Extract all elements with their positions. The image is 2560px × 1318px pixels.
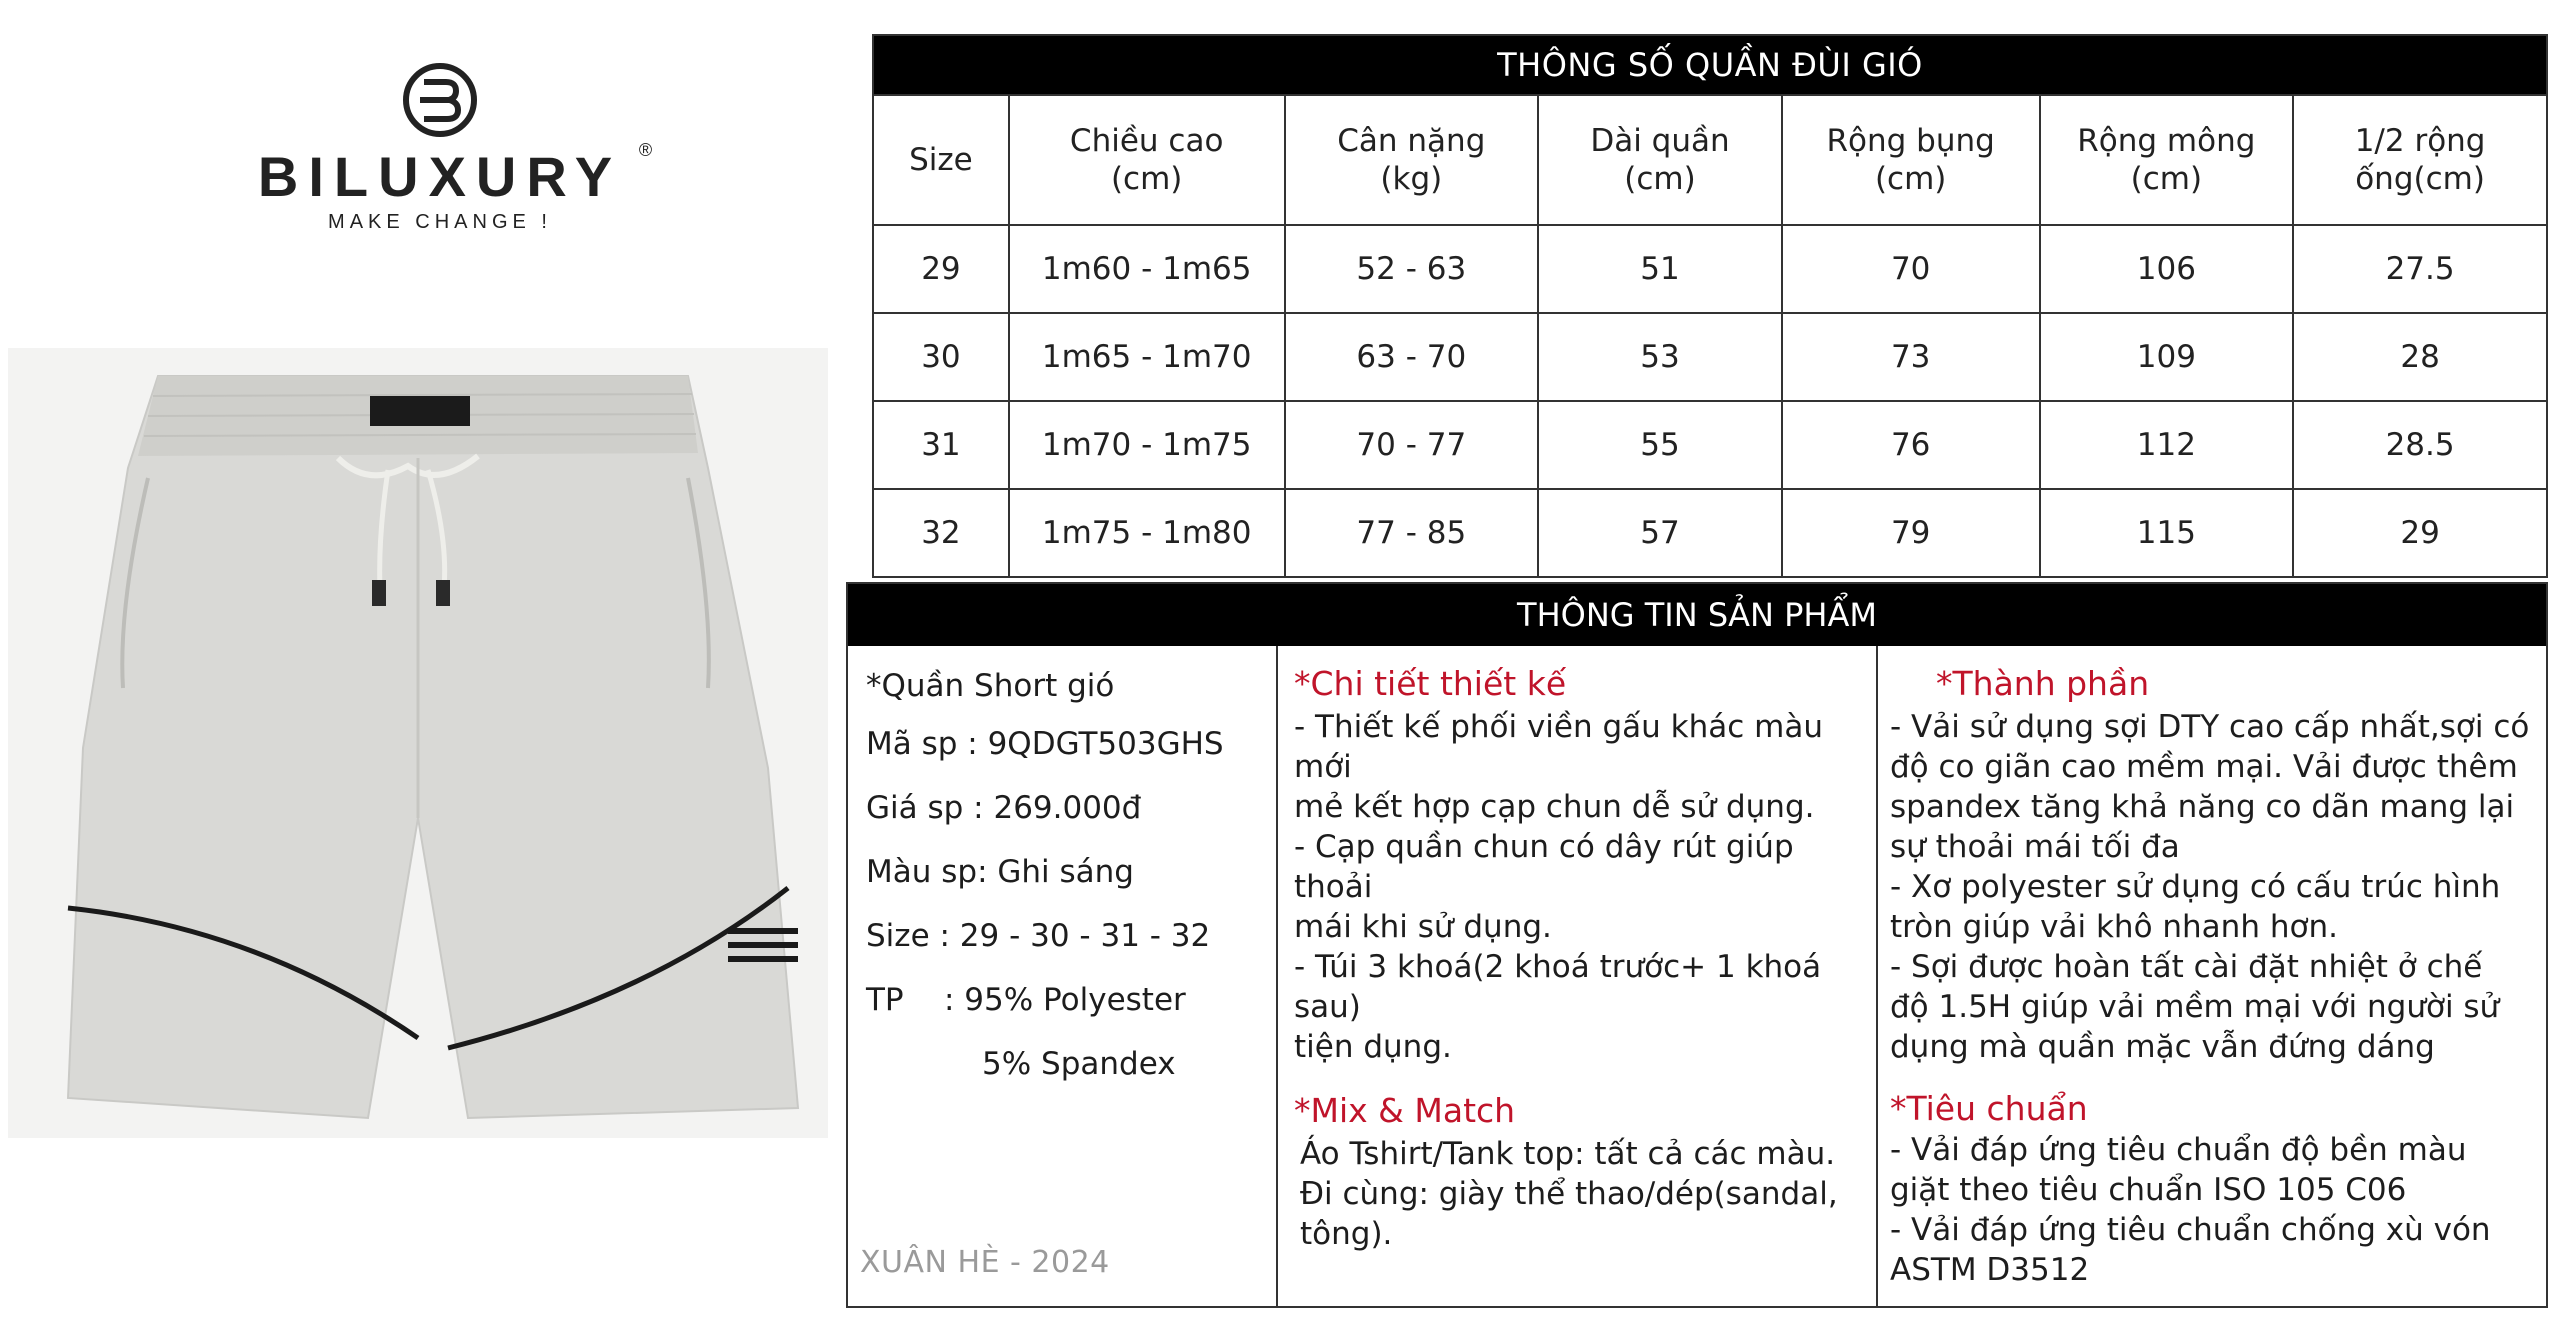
- cell-length: 57: [1538, 489, 1782, 577]
- product-price: Giá sp : 269.000đ: [866, 790, 1142, 826]
- composition-line: - Vải sử dụng sợi DTY cao cấp nhất,sợi có: [1890, 709, 2530, 745]
- cell-weight: 77 - 85: [1285, 489, 1539, 577]
- cell-leg-opening: 27.5: [2293, 225, 2547, 313]
- shorts-illustration: [8, 348, 828, 1138]
- cell-height: 1m70 - 1m75: [1009, 401, 1285, 489]
- table-row: [873, 313, 2547, 401]
- header-cell: 1/2 rộng ống(cm): [2293, 95, 2547, 225]
- cell-size: 30: [873, 313, 1009, 401]
- product-sizes: Size : 29 - 30 - 31 - 32: [866, 918, 1211, 954]
- season-label: XUÂN HÈ - 2024: [860, 1245, 1110, 1280]
- cell-length: 51: [1538, 225, 1782, 313]
- header-cell: Chiều cao (cm): [1009, 95, 1285, 225]
- cell-leg-opening: 28: [2293, 313, 2547, 401]
- cell-leg-opening: 29: [2293, 489, 2547, 577]
- design-line: - Túi 3 khoá(2 khoá trước+ 1 khoá sau): [1294, 949, 1822, 1025]
- cell-leg-opening: 28.5: [2293, 401, 2547, 489]
- material-polyester: : 95% Polyester: [944, 982, 1186, 1018]
- standard-line: - Vải đáp ứng tiêu chuẩn độ bền màu: [1890, 1132, 2467, 1168]
- material-spandex: 5% Spandex: [982, 1046, 1176, 1082]
- design-line: mẻ kết hợp cạp chun dễ sử dụng.: [1294, 789, 1815, 825]
- cell-hip: 112: [2040, 401, 2294, 489]
- standard-line: giặt theo tiêu chuẩn ISO 105 C06: [1890, 1172, 2407, 1208]
- composition-line: sự thoải mái tối đa: [1890, 829, 2180, 865]
- composition-line: spandex tăng khả năng co dãn mang lại: [1890, 789, 2515, 825]
- cell-hip: 115: [2040, 489, 2294, 577]
- table-row: [873, 489, 2547, 577]
- composition-line: tròn giúp vải khô nhanh hơn.: [1890, 909, 2338, 945]
- product-name: *Quần Short gió: [866, 668, 1115, 704]
- cell-waist: 79: [1782, 489, 2040, 577]
- cell-length: 53: [1538, 313, 1782, 401]
- mix-line: Đi cùng: giày thể thao/dép(sandal,: [1300, 1176, 1838, 1212]
- brand-name: BILUXURY ®: [257, 140, 653, 208]
- header-cell: Dài quần (cm): [1538, 95, 1782, 225]
- cell-size: 31: [873, 401, 1009, 489]
- header-cell: Rộng bụng (cm): [1782, 95, 2040, 225]
- size-table: [872, 34, 2548, 578]
- mix-match-title: *Mix & Match: [1294, 1091, 1516, 1130]
- design-title: *Chi tiết thiết kế: [1294, 664, 1567, 703]
- design-column: [1278, 646, 1878, 1306]
- size-table-title: THÔNG SỐ QUẦN ĐÙI GIÓ: [873, 35, 2547, 95]
- composition-line: - Sợi được hoàn tất cài đặt nhiệt ở chế: [1890, 949, 2483, 985]
- header-cell: Rộng mông (cm): [2040, 95, 2294, 225]
- product-code: Mã sp : 9QDGT503GHS: [866, 726, 1224, 762]
- cell-waist: 73: [1782, 313, 2040, 401]
- table-row: [873, 225, 2547, 313]
- design-line: - Thiết kế phối viền gấu khác màu mới: [1294, 709, 1823, 785]
- composition-line: độ co giãn cao mềm mại. Vải được thêm: [1890, 749, 2518, 785]
- cell-weight: 70 - 77: [1285, 401, 1539, 489]
- design-line: - Cạp quần chun có dây rút giúp thoải: [1294, 829, 1794, 905]
- cell-height: 1m75 - 1m80: [1009, 489, 1285, 577]
- composition-line: dụng mà quần mặc vẫn đứng dáng: [1890, 1029, 2435, 1065]
- product-photo: [8, 348, 828, 1138]
- cell-size: 29: [873, 225, 1009, 313]
- brand-logo: [230, 62, 653, 234]
- product-basics-column: [848, 646, 1278, 1306]
- standard-line: ASTM D3512: [1890, 1252, 2090, 1288]
- header-cell: Cân nặng (kg): [1285, 95, 1539, 225]
- logo-b-icon: [402, 62, 478, 138]
- table-row: [873, 401, 2547, 489]
- material-label: TP: [866, 982, 904, 1018]
- design-line: tiện dụng.: [1294, 1029, 1452, 1065]
- composition-title: *Thành phần: [1936, 664, 2150, 703]
- mix-line: tông).: [1300, 1216, 1393, 1252]
- header-cell: Size: [873, 95, 1009, 225]
- mix-line: Áo Tshirt/Tank top: tất cả các màu.: [1300, 1136, 1836, 1172]
- cell-height: 1m60 - 1m65: [1009, 225, 1285, 313]
- product-color: Màu sp: Ghi sáng: [866, 854, 1134, 890]
- standard-line: - Vải đáp ứng tiêu chuẩn chống xù vón: [1890, 1212, 2491, 1248]
- product-info-panel: [846, 582, 2548, 1308]
- composition-line: độ 1.5H giúp vải mềm mại với người sử: [1890, 989, 2500, 1025]
- cell-length: 55: [1538, 401, 1782, 489]
- cell-weight: 63 - 70: [1285, 313, 1539, 401]
- standard-title: *Tiêu chuẩn: [1890, 1089, 2088, 1128]
- cell-height: 1m65 - 1m70: [1009, 313, 1285, 401]
- cell-waist: 70: [1782, 225, 2040, 313]
- size-table-header: [873, 95, 2547, 225]
- cell-waist: 76: [1782, 401, 2040, 489]
- composition-column: [1878, 646, 2546, 1306]
- cell-size: 32: [873, 489, 1009, 577]
- cell-weight: 52 - 63: [1285, 225, 1539, 313]
- design-line: mái khi sử dụng.: [1294, 909, 1552, 945]
- cell-hip: 109: [2040, 313, 2294, 401]
- brand-slogan: MAKE CHANGE !: [328, 211, 552, 233]
- composition-line: - Xơ polyester sử dụng có cấu trúc hình: [1890, 869, 2501, 905]
- cell-hip: 106: [2040, 225, 2294, 313]
- product-info-title: THÔNG TIN SẢN PHẨM: [848, 584, 2546, 646]
